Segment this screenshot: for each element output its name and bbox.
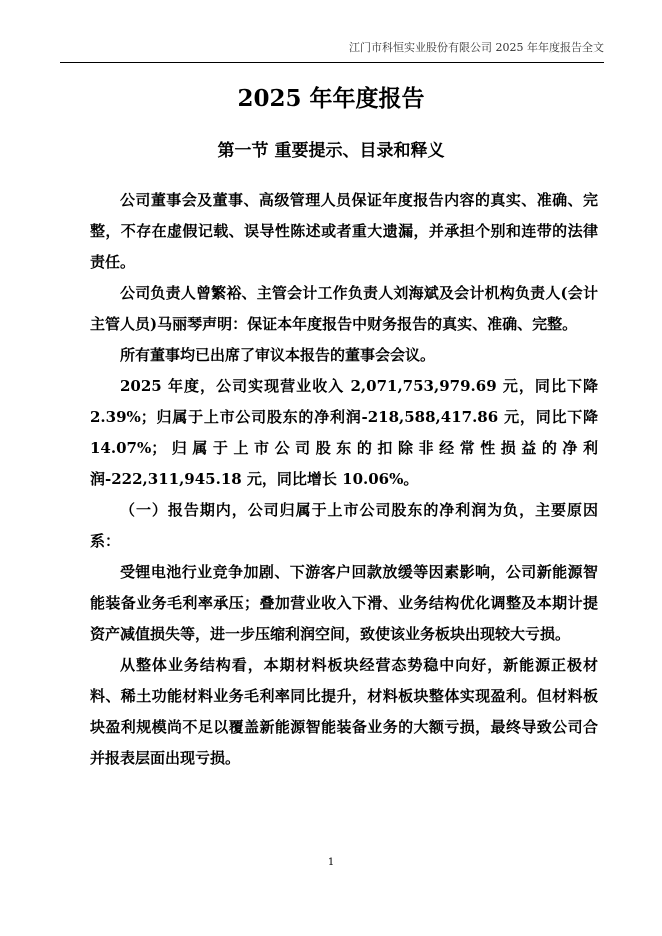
paragraph-financial-summary: 2025 年度，公司实现营业收入 2,071,753,979.69 元，同比下降 2.39%；归属于上市公司股东的净利润-218,588,417.86 元，同比下降 14.07%；归属于上市公司股东的扣除非经常性损益的净利润-222,311,945.18 元，同比增长 10.06%。 (90, 377, 598, 488)
section-title: 第一节 重要提示、目录和释义 (217, 141, 445, 161)
page-header (60, 40, 604, 63)
page-number: 1 (327, 857, 335, 868)
paragraph-equipment-segment: 受锂电池行业竞争加剧、下游客户回款放缓等因素影响，公司新能源智能装备业务毛利率承压；叠加营业收入下滑、业务结构优化调整及本期计提资产减值损失等，进一步压缩利润空间，致使该业务板块出现较大亏损。 (90, 563, 598, 643)
report-title: 2025 年年度报告 (237, 85, 425, 112)
paragraph-board-guarantee: 公司董事会及董事、高级管理人员保证年度报告内容的真实、准确、完整，不存在虚假记载、误导性陈述或者重大遗漏，并承担个别和连带的法律责任。 (90, 191, 598, 271)
document-body (90, 185, 598, 774)
paragraph-overall-structure: 从整体业务结构看，本期材料板块经营态势稳中向好，新能源正极材料、稀土功能材料业务毛利率同比提升，材料板块整体实现盈利。但材料板块盈利规模尚不足以覆盖新能源智能装备业务的大额亏损，最终导致公司合并报表层面出现亏损。 (90, 656, 598, 767)
paragraph-loss-reason-heading: （一）报告期内，公司归属于上市公司股东的净利润为负，主要原因系： (90, 501, 598, 550)
paragraph-board-attendance: 所有董事均已出席了审议本报告的董事会会议。 (120, 346, 436, 364)
header-text: 江门市科恒实业股份有限公司 2025 年年度报告全文 (349, 41, 604, 54)
paragraph-responsible-persons: 公司负责人曾繁裕、主管会计工作负责人刘海斌及会计机构负责人(会计主管人员)马丽琴声明：保证本年度报告中财务报告的真实、准确、完整。 (90, 284, 598, 333)
